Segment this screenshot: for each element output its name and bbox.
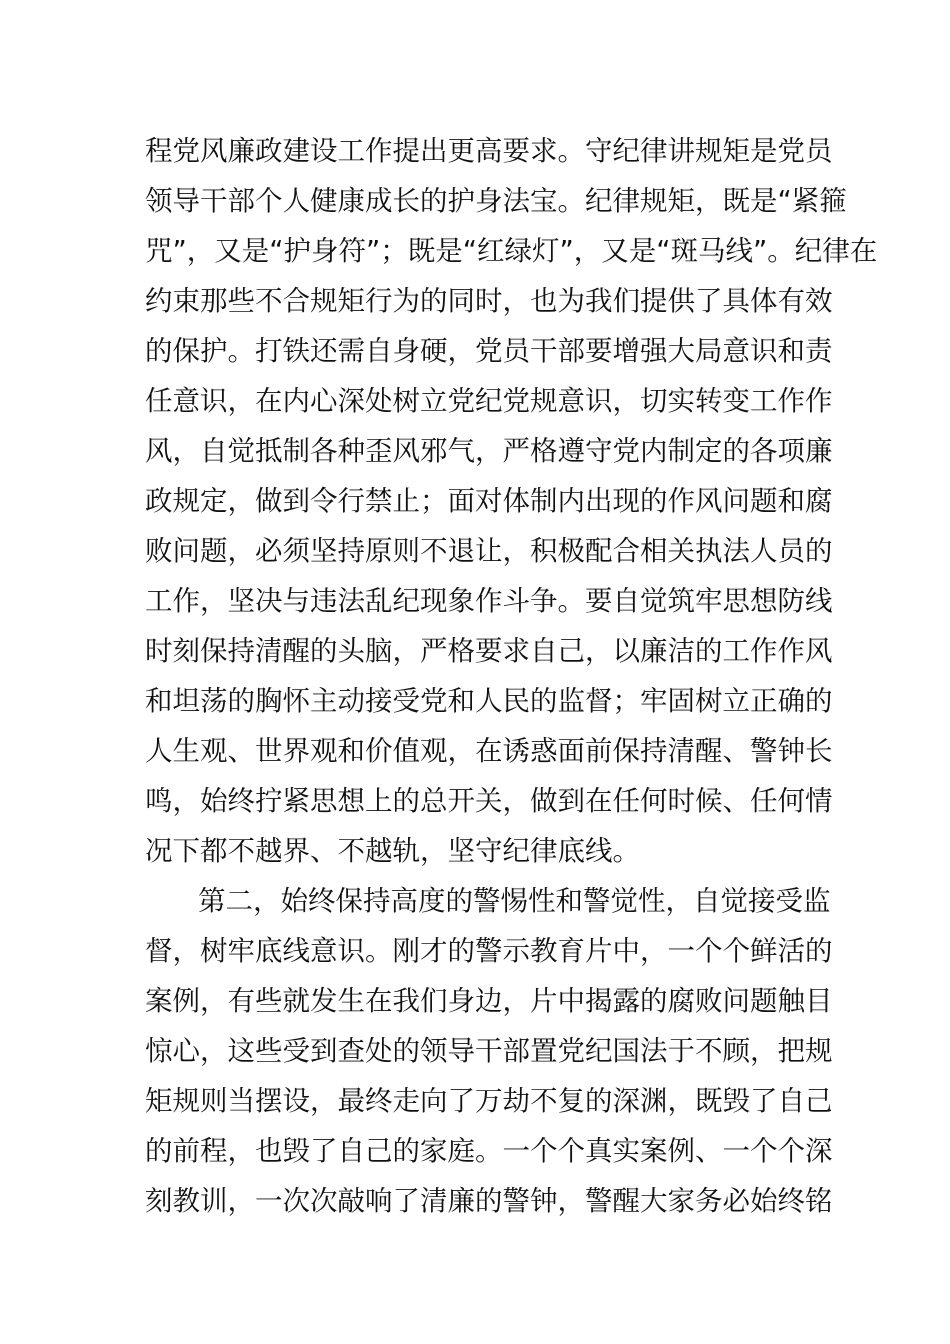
text-line: 的前程，也毁了自己的家庭。一个个真实案例、一个个深 — [145, 1135, 833, 1167]
text-line: 领导干部个人健康成长的护身法宝。纪律规矩，既是“紧箍 — [145, 185, 847, 217]
text-line: 政规定，做到令行禁止；面对体制内出现的作风问题和腐 — [145, 485, 833, 517]
text-line: 的保护。打铁还需自身硬，党员干部要增强大局意识和责 — [145, 335, 833, 367]
text-line: 人生观、世界观和价值观，在诱惑面前保持清醒、警钟长 — [145, 735, 833, 767]
paragraph-end-line: 况下都不越界、不越轨，坚守纪律底线。 — [145, 835, 640, 867]
text-line: 和坦荡的胸怀主动接受党和人民的监督；牢固树立正确的 — [145, 685, 833, 717]
body-text — [145, 126, 878, 1226]
text-line: 刻教训，一次次敲响了清廉的警钟，警醒大家务必始终铭 — [145, 1185, 833, 1217]
text-line: 鸣，始终拧紧思想上的总开关，做到在任何时候、任何情 — [145, 785, 833, 817]
text-line: 约束那些不合规矩行为的同时，也为我们提供了具体有效 — [145, 285, 833, 317]
text-line: 惊心，这些受到查处的领导干部置党纪国法于不顾，把规 — [145, 1035, 833, 1067]
text-line: 案例，有些就发生在我们身边，片中揭露的腐败问题触目 — [145, 985, 833, 1017]
text-line: 败问题，必须坚持原则不退让，积极配合相关执法人员的 — [145, 535, 833, 567]
text-line: 督，树牢底线意识。刚才的警示教育片中，一个个鲜活的 — [145, 935, 833, 967]
text-line: 风，自觉抵制各种歪风邪气，严格遵守党内制定的各项廉 — [145, 435, 833, 467]
text-line: 程党风廉政建设工作提出更高要求。守纪律讲规矩是党员 — [145, 135, 833, 167]
paragraph-start-line: 第二，始终保持高度的警惕性和警觉性，自觉接受监 — [198, 885, 831, 917]
text-line: 矩规则当摆设，最终走向了万劫不复的深渊，既毁了自己 — [145, 1085, 833, 1117]
text-line: 时刻保持清醒的头脑，严格要求自己，以廉洁的工作作风 — [145, 635, 833, 667]
text-line: 咒”，又是“护身符”；既是“红绿灯”，又是“斑马线”。纪律在 — [145, 235, 878, 267]
text-line: 任意识，在内心深处树立党纪党规意识，切实转变工作作 — [145, 385, 833, 417]
text-line: 工作，坚决与违法乱纪现象作斗争。要自觉筑牢思想防线 — [145, 585, 833, 617]
